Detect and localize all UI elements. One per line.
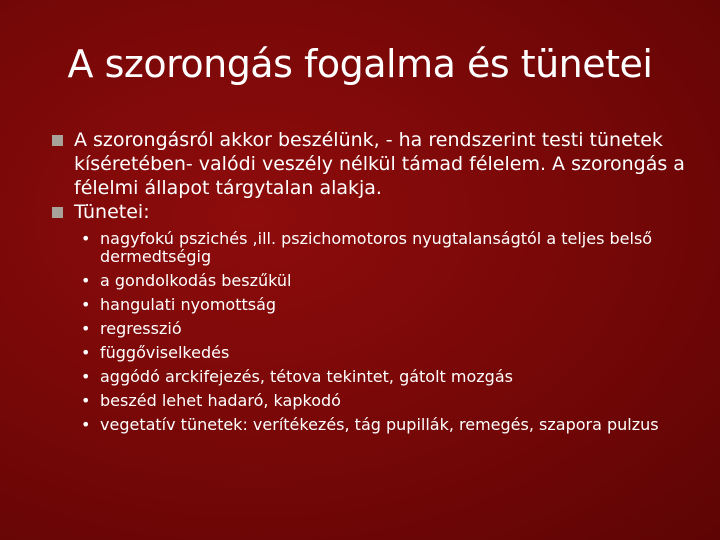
list-item	[52, 320, 702, 338]
list-item	[52, 368, 702, 386]
list-item	[52, 344, 702, 362]
square-bullet-icon	[52, 207, 63, 218]
dot-bullet-icon: •	[81, 415, 91, 434]
list-item-text: a gondolkodás beszűkül	[100, 271, 292, 290]
list-item-text: függőviselkedés	[100, 343, 230, 362]
dot-bullet-icon: •	[81, 367, 91, 386]
bullet-symptoms	[52, 200, 702, 224]
list-item-text: beszéd lehet hadaró, kapkodó	[100, 391, 341, 410]
list-item-text: hangulati nyomottság	[100, 295, 277, 314]
symptom-list	[52, 230, 702, 434]
list-item	[52, 416, 702, 434]
list-item	[52, 296, 702, 314]
list-item	[52, 392, 702, 410]
dot-bullet-icon: •	[81, 271, 91, 290]
square-bullet-icon	[52, 135, 63, 146]
dot-bullet-icon: •	[81, 319, 91, 338]
slide-title: A szorongás fogalma és tünetei	[67, 42, 653, 86]
list-item-text: vegetatív tünetek: verítékezés, tág pupillák, remegés, szapora pulzus	[100, 415, 659, 434]
bullet-text: Tünetei:	[74, 201, 150, 223]
dot-bullet-icon: •	[81, 229, 91, 248]
list-item-text: aggódó arckifejezés, tétova tekintet, gátolt mozgás	[100, 367, 513, 386]
dot-bullet-icon: •	[81, 391, 91, 410]
list-item	[52, 272, 702, 290]
dot-bullet-icon: •	[81, 343, 91, 362]
list-item-text: regresszió	[100, 319, 182, 338]
dot-bullet-icon: •	[81, 295, 91, 314]
slide-body	[52, 128, 702, 440]
bullet-definition	[52, 128, 702, 200]
bullet-text: A szorongásról akkor beszélünk, - ha rendszerint testi tünetek kíséretében- valódi veszély nélkül támad félelem. A szorongás a félelmi állapot tárgytalan alakja.	[74, 129, 685, 199]
list-item	[52, 230, 702, 266]
list-item-text: nagyfokú pszichés ,ill. pszichomotoros nyugtalanságtól a teljes belső dermedtségig	[100, 229, 653, 266]
